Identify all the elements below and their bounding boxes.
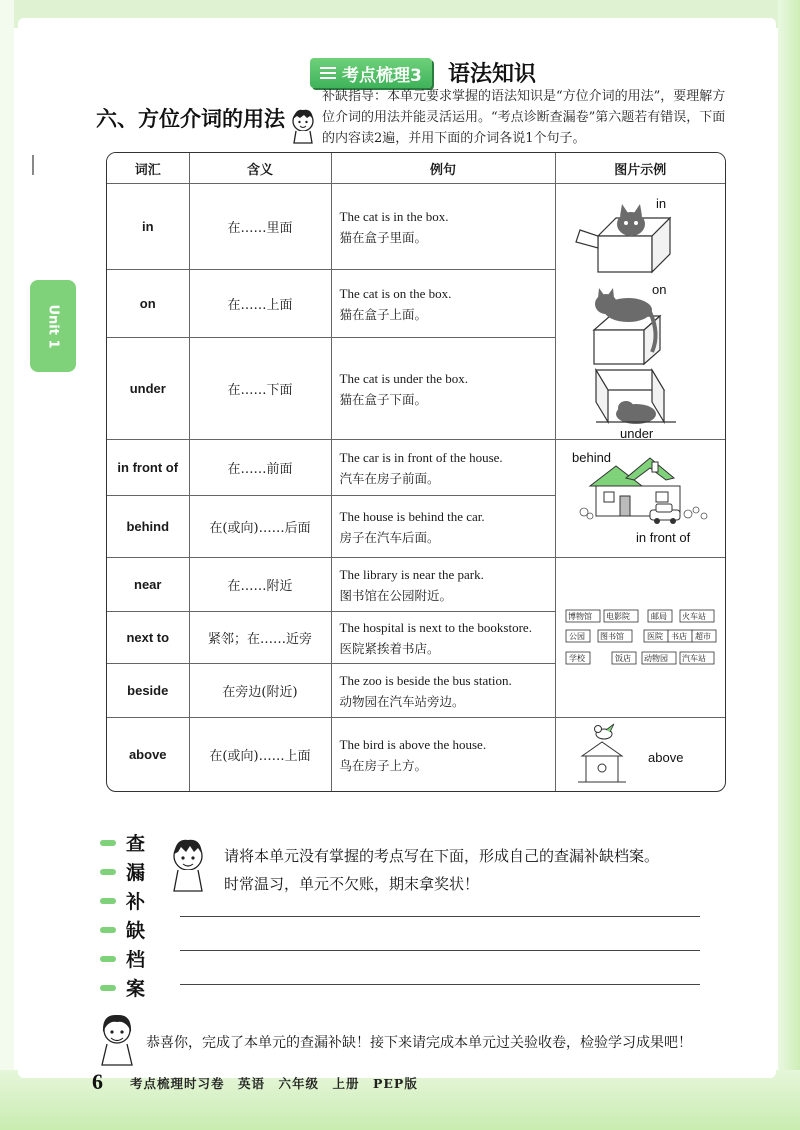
svg-text:学校: 学校	[568, 654, 585, 663]
svg-text:博物馆: 博物馆	[567, 612, 592, 621]
header-example: 例句	[331, 153, 555, 184]
example-en: The house is behind the car.	[339, 508, 485, 524]
footer-title: 考点梳理时习卷 英语 六年级 上册 PEP版	[130, 1076, 418, 1091]
header-picture: 图片示例	[555, 153, 725, 184]
study-tip: 补缺指导：本单元要求掌握的语法知识是“方位介词的用法”，要理解方位介词的用法并能灵活运用。“考点诊断查漏卷”第六题若有错误，下面的内容读2遍，并用下面的介词各说1个句子。	[322, 89, 726, 146]
word-cell: in	[107, 184, 189, 270]
example-cell	[331, 558, 555, 612]
table-row	[107, 558, 725, 612]
preposition-table	[106, 152, 726, 792]
example-cell	[331, 184, 555, 270]
check-title-char: 补	[126, 891, 146, 913]
place-tag	[604, 610, 638, 622]
check-title-char: 漏	[126, 862, 146, 884]
word-cell: on	[107, 270, 189, 338]
congrats-message: 恭喜你，完成了本单元的查漏补缺！接下来请完成本单元过关验收卷，检验学习成果吧！	[146, 1035, 692, 1051]
svg-text:火车站: 火车站	[681, 612, 706, 621]
example-cell	[331, 440, 555, 496]
svg-text:邮局: 邮局	[650, 612, 667, 621]
place-tag	[566, 652, 590, 664]
header-word: 词汇	[107, 153, 189, 184]
example-zh: 房子在汽车后面。	[339, 529, 440, 545]
word-cell: in front of	[107, 440, 189, 496]
example-en: The bird is above the house.	[339, 736, 487, 752]
check-instructions	[224, 842, 659, 898]
example-en: The cat is under the box.	[339, 370, 469, 386]
word-cell: near	[107, 558, 189, 612]
pic-label-in: in	[655, 196, 666, 211]
svg-text:电影院: 电影院	[605, 612, 630, 621]
meaning-cell: 紧邻；在……近旁	[189, 612, 331, 664]
example-zh: 鸟在房子上方。	[339, 757, 428, 773]
answer-line[interactable]	[180, 950, 700, 951]
svg-text:汽车站: 汽车站	[681, 654, 706, 663]
meaning-cell: 在……附近	[189, 558, 331, 612]
check-title-char: 查	[126, 833, 146, 855]
word-cell: next to	[107, 612, 189, 664]
answer-line[interactable]	[180, 916, 700, 917]
example-zh: 猫在盒子上面。	[339, 306, 428, 322]
svg-text:图书馆: 图书馆	[599, 632, 624, 641]
unit-side-tab[interactable]	[30, 280, 76, 372]
word-cell: above	[107, 718, 189, 792]
boy-avatar-icon	[288, 106, 318, 144]
check-title-char: 档	[126, 949, 146, 971]
place-tag	[598, 630, 632, 642]
section-heading: 六、方位介词的用法	[96, 107, 285, 131]
example-zh: 医院紧挨着书店。	[339, 640, 440, 656]
header-meaning: 含义	[189, 153, 331, 184]
place-tag	[566, 610, 600, 622]
table-header-row	[107, 153, 725, 184]
place-tag	[612, 652, 636, 664]
pic-label-under: under	[619, 426, 653, 440]
meaning-cell: 在……下面	[189, 338, 331, 440]
page-frame-right	[778, 0, 800, 1130]
example-cell	[331, 612, 555, 664]
example-cell	[331, 270, 555, 338]
place-tag	[668, 630, 692, 642]
section-badge	[310, 58, 432, 88]
check-title-char: 缺	[126, 920, 146, 942]
place-tag	[692, 630, 716, 642]
birdhouse-icon	[578, 742, 626, 782]
example-en: The cat is on the box.	[339, 285, 452, 301]
svg-text:超市: 超市	[694, 632, 711, 641]
margin-mark	[32, 155, 34, 175]
page-frame-left	[0, 0, 14, 1130]
example-zh: 图书馆在公园附近。	[339, 587, 453, 603]
word-cell: beside	[107, 664, 189, 718]
bird-house-illustration	[556, 718, 726, 792]
example-zh: 猫在盒子下面。	[339, 391, 428, 407]
example-cell	[331, 496, 555, 558]
place-tag	[680, 610, 714, 622]
example-en: The library is near the park.	[339, 566, 484, 582]
place-tag	[680, 652, 714, 664]
student-avatar-icon	[166, 834, 210, 892]
place-tag	[642, 652, 676, 664]
example-cell	[331, 718, 555, 792]
meaning-cell: 在旁边(附近)	[189, 664, 331, 718]
place-tag	[644, 630, 668, 642]
meaning-cell: 在……里面	[189, 184, 331, 270]
house-car-picture	[555, 440, 725, 558]
example-zh: 动物园在汽车站旁边。	[339, 693, 465, 709]
example-en: The cat is in the box.	[339, 208, 449, 224]
meaning-cell: 在(或向)……后面	[189, 496, 331, 558]
bird-house-picture	[555, 718, 725, 792]
meaning-cell: 在……前面	[189, 440, 331, 496]
page-number: 6	[92, 1069, 103, 1094]
page-title: 语法知识	[448, 62, 537, 87]
check-line-1: 请将本单元没有掌握的考点写在下面，形成自己的查漏补缺档案。	[224, 847, 660, 865]
meaning-cell: 在……上面	[189, 270, 331, 338]
meaning-cell: 在(或向)……上面	[189, 718, 331, 792]
check-gap-title	[100, 828, 160, 1002]
house-car-illustration	[556, 440, 726, 556]
cat-box-pictures	[555, 184, 725, 440]
table-row	[107, 184, 725, 270]
section-badge-label: 考点梳理3	[342, 65, 422, 86]
places-map	[556, 558, 726, 718]
girl-avatar-icon	[96, 1010, 138, 1066]
svg-text:书店: 书店	[670, 632, 687, 641]
pic-label-in-front-of: in front of	[635, 530, 690, 545]
bird-icon	[594, 724, 614, 739]
svg-text:动物园: 动物园	[643, 654, 668, 663]
pic-label-behind: behind	[571, 450, 611, 465]
example-en: The zoo is beside the bus station.	[339, 672, 512, 688]
table-row	[107, 718, 725, 792]
svg-text:医院: 医院	[646, 632, 663, 641]
word-cell: under	[107, 338, 189, 440]
answer-line[interactable]	[180, 984, 700, 985]
table-row	[107, 440, 725, 496]
place-tag	[566, 630, 590, 642]
example-en: The car is in front of the house.	[339, 449, 503, 465]
example-cell	[331, 664, 555, 718]
unit-side-tab-label: Unit 1	[45, 303, 61, 349]
cat-in-box-icon	[576, 204, 670, 272]
example-cell	[331, 338, 555, 440]
svg-text:公园: 公园	[568, 632, 585, 641]
pic-label-above: above	[647, 750, 683, 765]
example-zh: 猫在盒子里面。	[339, 229, 428, 245]
example-en: The hospital is next to the bookstore.	[339, 619, 532, 635]
cat-on-box-icon	[594, 288, 660, 364]
example-zh: 汽车在房子前面。	[339, 470, 440, 486]
cat-box-illustration	[556, 184, 726, 440]
menu-lines-icon	[320, 64, 336, 82]
place-tag	[648, 610, 672, 622]
pic-label-on: on	[651, 282, 666, 297]
word-cell: behind	[107, 496, 189, 558]
cat-under-box-icon	[596, 370, 676, 424]
svg-text:饭店: 饭店	[614, 654, 631, 663]
check-line-2: 时常温习，单元不欠账，期末拿奖状！	[224, 875, 480, 893]
places-map-picture	[555, 558, 725, 718]
check-title-char: 案	[126, 978, 146, 1000]
